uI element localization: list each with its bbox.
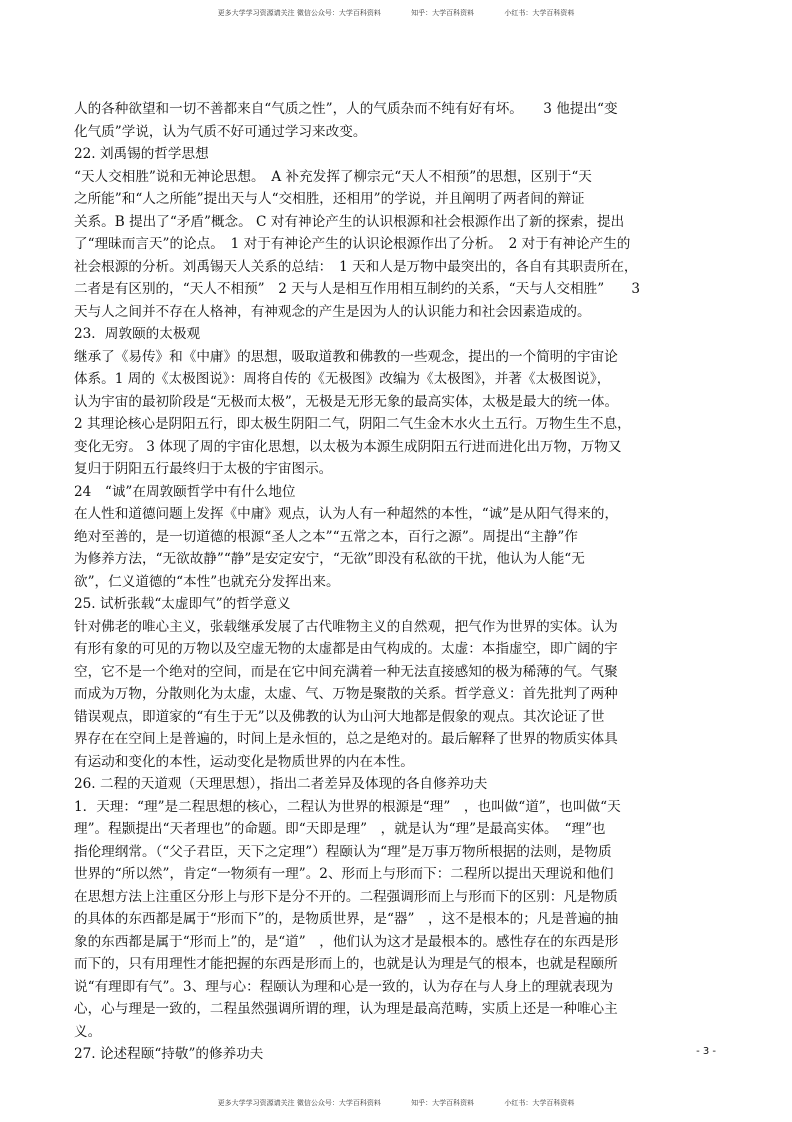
text-line: 而成为万物，分散则化为太虚，太虚、气、万物是聚散的关系。哲学意义：首先批判了两种 xyxy=(74,686,618,702)
document-body xyxy=(74,98,724,1066)
text-line: 有运动和变化的本性，运动变化是物质世界的内在本性。 xyxy=(74,753,414,770)
section-heading: 25. 试析张载“太虚即气”的哲学意义 xyxy=(74,596,291,612)
text-line: 的具体的东西都是属于“形而下”的，是物质世界，是“器” ，这不是根本的；凡是普遍的抽 xyxy=(74,911,619,927)
section-heading: 22. 刘禹锡的哲学思想 xyxy=(74,146,209,162)
text-line: 1．天理：“理”是二程思想的核心，二程认为世界的根源是“理” ，也叫做“道”，也叫做“天 xyxy=(74,798,621,815)
text-line: 心，心与理是一致的，二程虽然强调所谓的理，认为理是最高范畴，实质上还是一种唯心主 xyxy=(74,1001,618,1017)
text-line: 天与人之间并不存在人格神，有神观念的产生是因为人的认识能力和社会因素造成的。 xyxy=(74,303,591,320)
page-footer xyxy=(0,1098,792,1108)
text-line: 有形有象的可见的万物以及空虚无物的太虚都是由气构成的。太虚：本指虚空，即广阔的宇 xyxy=(74,641,618,657)
header-zhihu: 知乎：大学百科资料 xyxy=(411,9,475,17)
section-heading: 23．周敦颐的太极观 xyxy=(74,326,201,342)
text-line: “天人交相胜”说和无神论思想。 A 补充发挥了柳宗元“天人不相预”的思想，区别于“天 xyxy=(74,168,592,185)
text-line: 世界的“所以然”，肯定“一物须有一理”。2、形而上与形而下：二程所以提出天理说和他们 xyxy=(74,866,614,882)
text-line: 绝对至善的，是一切道德的根源“圣人之本”“五常之本，百行之源”。周提出“主静”作 xyxy=(74,528,578,545)
text-line: 体系。1 周的《太极图说》：周将自传的《无极图》改编为《太极图》，并著《太极图说》， xyxy=(74,371,611,387)
footer-xiaohongshu: 小红书：大学百科资料 xyxy=(504,1099,575,1107)
text-line: 复归于阴阳五行最终归于太极的宇宙图示。 xyxy=(74,461,333,477)
text-line: 象的东西都是属于“形而上”的，是“道” ，他们认为这才是最根本的。感性存在的东西是形 xyxy=(74,933,619,950)
section-heading: 27. 论述程颐“持敬”的修养功夫 xyxy=(74,1046,264,1062)
page-number: - 3 - xyxy=(696,1046,716,1057)
text-line: 指伦理纲常。（“父子君臣，天下之定理”）程颐认为“理”是万事万物所根据的法则，是物质 xyxy=(74,843,612,860)
text-line: 继承了《易传》和《中庸》的思想，吸取道教和佛教的一些观念，提出的一个简明的宇宙论 xyxy=(74,348,618,365)
header-xiaohongshu: 小红书：大学百科资料 xyxy=(504,9,575,17)
footer-wechat: 更多大学学习资源请关注 微信公众号：大学百科资料 xyxy=(217,1099,381,1107)
header-wechat: 更多大学学习资源请关注 微信公众号：大学百科资料 xyxy=(217,9,381,17)
text-line: 在思想方法上注重区分形上与形下是分不开的。二程强调形而上与形而下的区别：凡是物质 xyxy=(74,888,618,905)
text-line: 化气质”学说，认为气质不好可通过学习来改变。 xyxy=(74,123,367,140)
text-line: 变化无穷。 3 体现了周的宇宙化思想，以太极为本源生成阴阳五行进而进化出万物，万物又 xyxy=(74,438,622,455)
text-line: 欲”，仁义道德的“本性”也就充分发挥出来。 xyxy=(74,573,340,590)
text-line: 认为宇宙的最初阶段是“无极而太极”，无极是无形无象的最高实体，太极是最大的统一体。 xyxy=(74,393,619,410)
text-line: 之所能”和“人之所能”提出天与人“交相胜，还相用”的学说，并且阐明了两者间的辩证 xyxy=(74,191,585,207)
text-line: 关系。B 提出了“矛盾”概念。 C 对有神论产生的认识根源和社会根源作出了新的探索，提出 xyxy=(74,213,625,230)
text-line: 社会根源的分析。刘禹锡天人关系的总结： 1 天和人是万物中最突出的，各自有其职责所在， xyxy=(74,258,638,275)
text-line: 界存在在空间上是普遍的，时间上是永恒的，总之是绝对的。最后解释了世界的物质实体具 xyxy=(74,731,618,747)
text-line: 义。 xyxy=(74,1023,102,1040)
text-line: 而下的，只有用理性才能把握的东西是形而上的，也就是认为理是气的根本，也就是程颐所 xyxy=(74,956,618,972)
text-line: 在人性和道德问题上发挥《中庸》观点，认为人有一种超然的本性，“诚”是从阳气得来的， xyxy=(74,506,619,522)
text-line: 了“理昧而言天”的论点。 1 对于有神论产生的认识论根源作出了分析。 2 对于有神论产生的 xyxy=(74,236,631,252)
section-heading: 26. 二程的天道观（天理思想），指出二者差异及体现的各自修养功夫 xyxy=(74,776,488,792)
text-line: 人的各种欲望和一切不善都来自“气质之性”，人的气质杂而不纯有好有坏。 3 他提出“变 xyxy=(74,101,618,117)
text-line: 为修养方法，“无欲故静”“静”是安定安宁，“无欲”即没有私欲的干扰，他认为人能“无 xyxy=(74,551,585,567)
text-line: 针对佛老的唯心主义，张载继承发展了古代唯物主义的自然观，把气作为世界的实体。认为 xyxy=(74,618,618,635)
section-heading: 24 “诚”在周敦颐哲学中有什么地位 xyxy=(74,483,296,500)
text-line: 空，它不是一个绝对的空间，而是在它中间充满着一种无法直接感知的极为稀薄的气。气聚 xyxy=(74,663,618,680)
text-line: 2 其理论核心是阴阳五行，即太极生阴阳二气，阴阳二气生金木水火土五行。万物生生不息， xyxy=(74,416,631,432)
text-line: 错误观点，即道家的“有生于无”以及佛教的认为山河大地都是假象的观点。其次论证了世 xyxy=(74,708,605,725)
text-line: 二者是有区别的，“天人不相预” 2 天与人是相互作用相互制约的关系，“天与人交相胜” 3 xyxy=(74,281,640,297)
footer-zhihu: 知乎：大学百科资料 xyxy=(411,1099,475,1107)
page-header xyxy=(0,8,792,18)
text-line: 理”。程颢提出“天者理也”的命题。即“天即是理” ，就是认为“理”是最高实体。 “理”也 xyxy=(74,821,606,837)
text-line: 说“有理即有气”。3、理与心：程颐认为理和心是一致的，认为存在与人身上的理就表现为 xyxy=(74,978,614,995)
